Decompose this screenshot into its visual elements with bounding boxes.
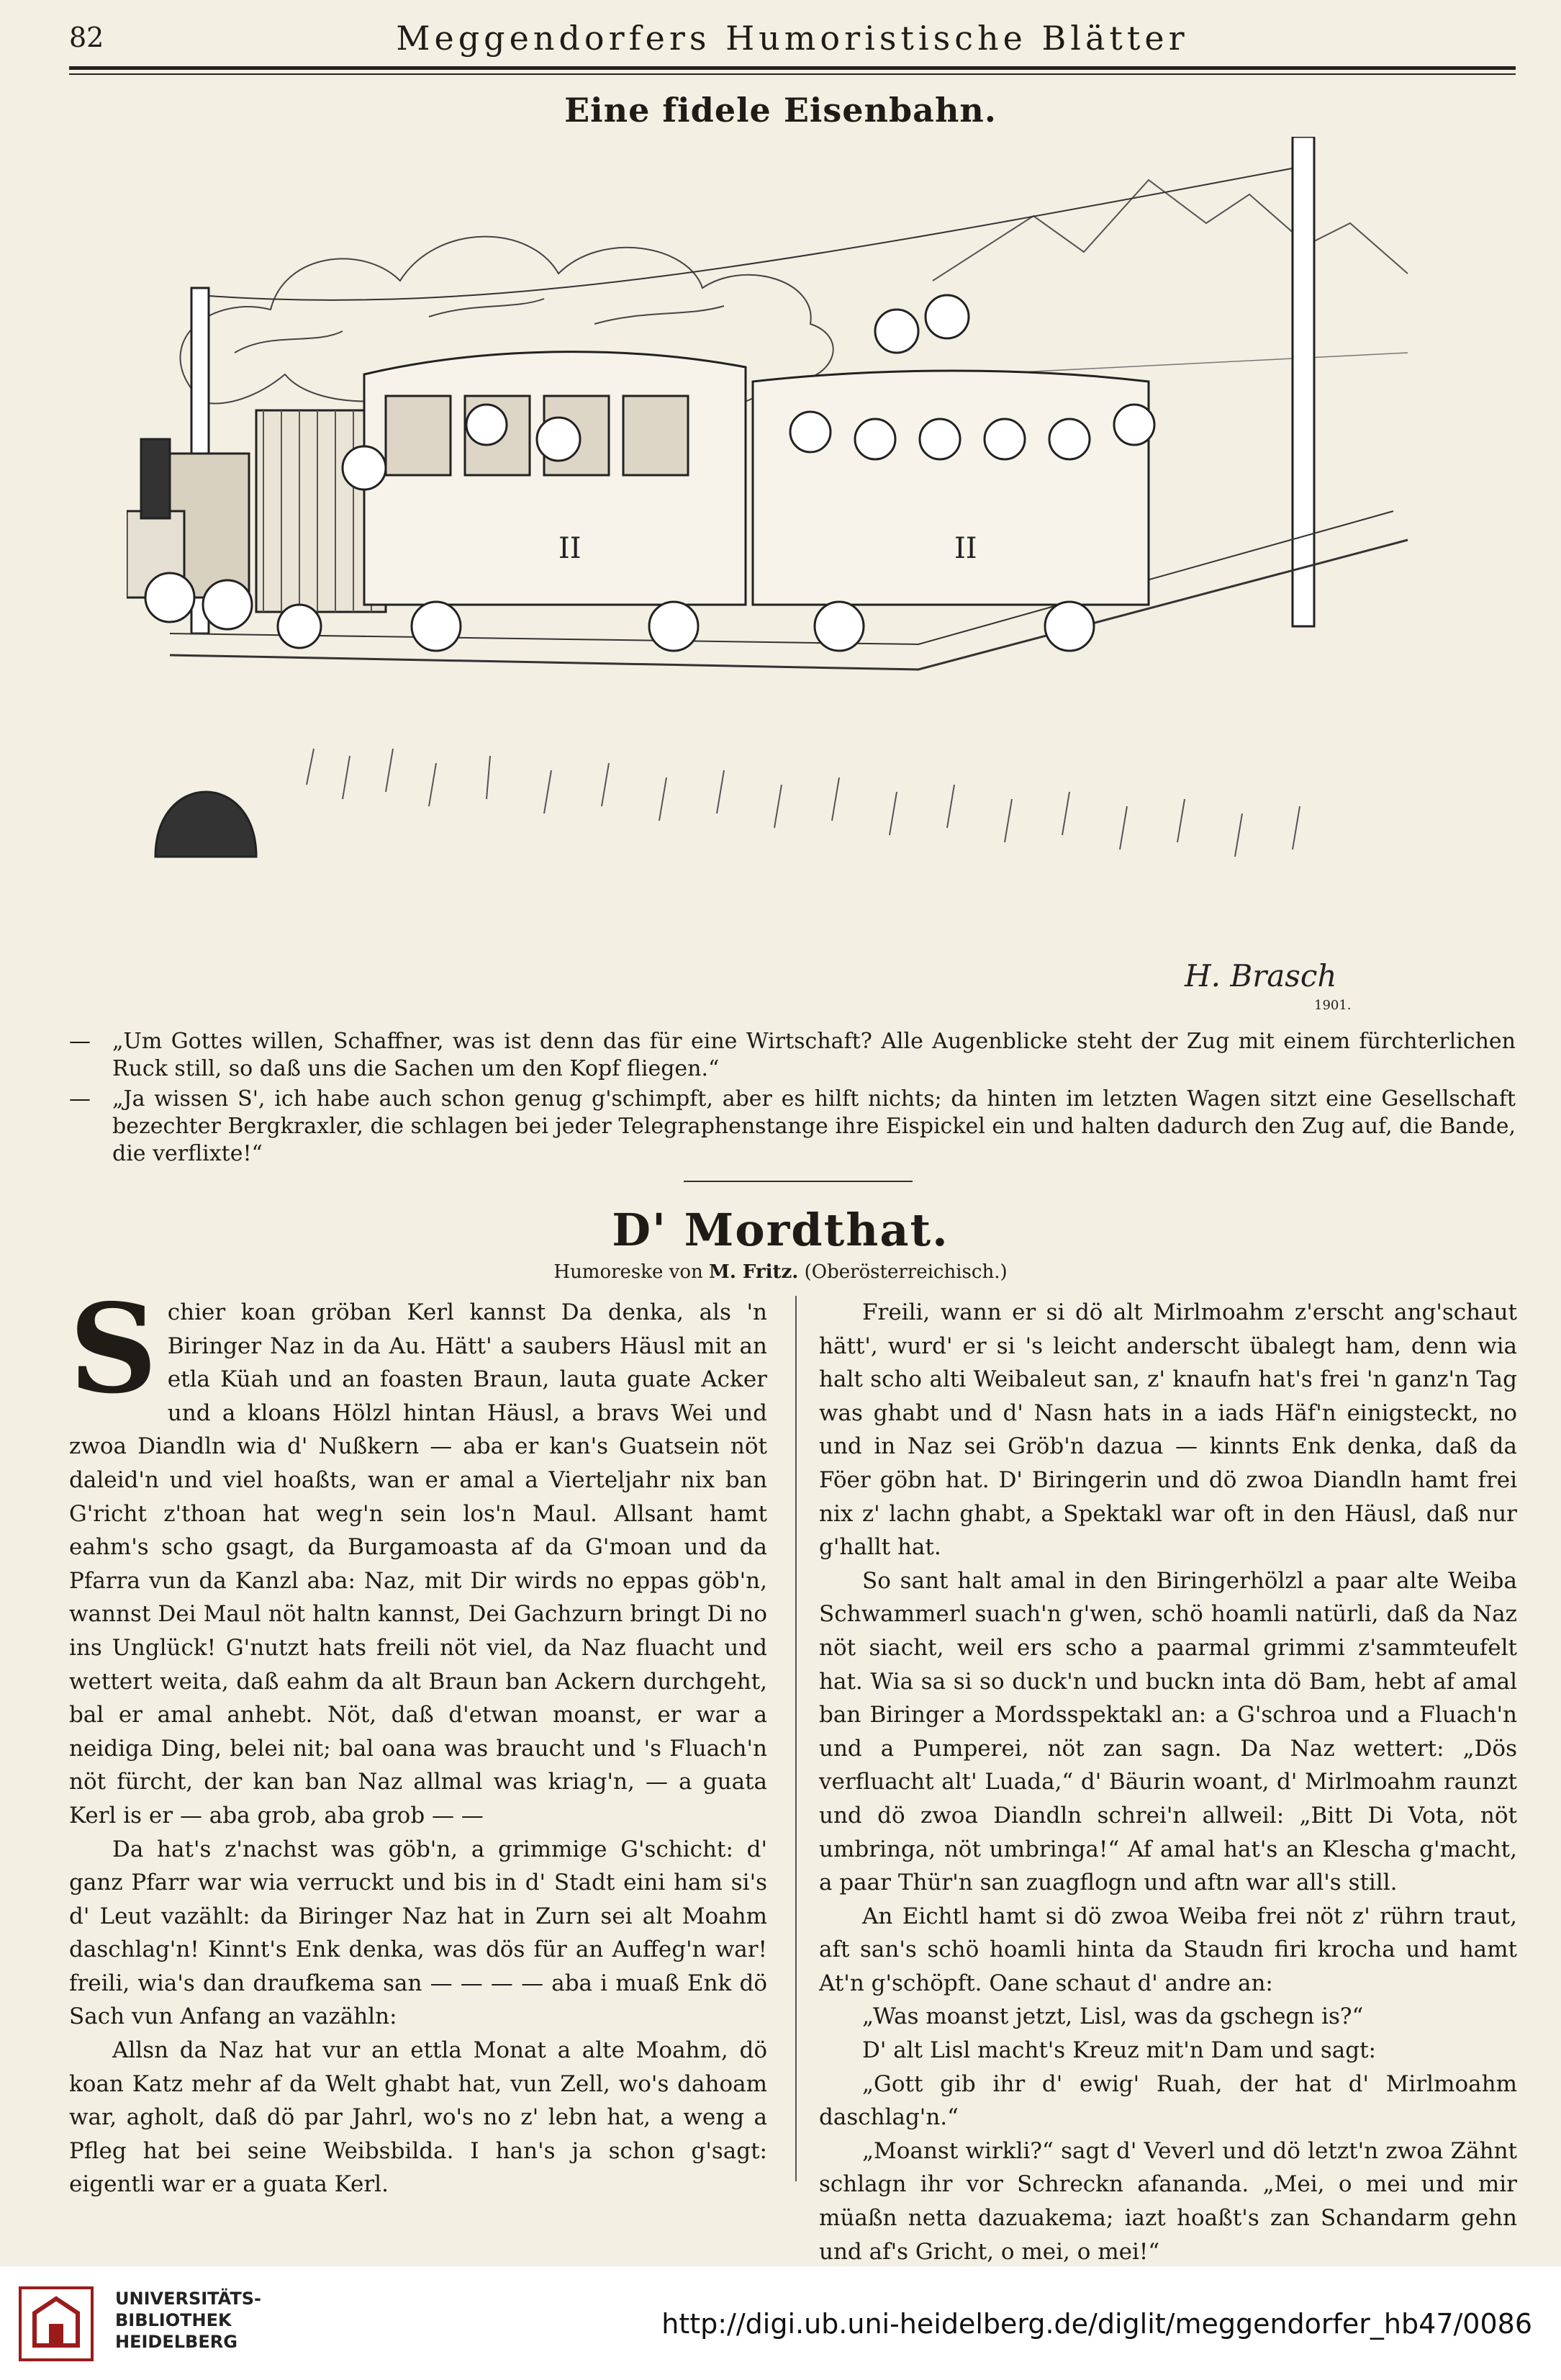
cartoon-title: Eine fidele Eisenbahn. xyxy=(564,91,997,130)
car-number-2: II xyxy=(954,532,977,565)
header-rule-thick xyxy=(69,66,1516,70)
caption-text: „Ja wissen S', ich habe auch schon genug g'schimpft, aber es hilft nichts; da hinten im letzten Wagen sitzt eine Gesellschaft bezechter Bergkraxler, die schlagen bei jeder Telegraphenstange ihre Eispickel ein und halten dadurch den Zug auf, die Bande, die verflixte!“ xyxy=(112,1086,1516,1166)
passenger-car-1 xyxy=(364,352,746,651)
page-number: 82 xyxy=(69,22,104,53)
column-divider xyxy=(795,1296,797,2181)
library-name: UNIVERSITÄTS- BIBLIOTHEK HEIDELBERG xyxy=(115,2289,262,2352)
digitization-url-link[interactable]: http://digi.ub.uni-heidelberg.de/diglit/meggendorfer_hb47/0086 xyxy=(661,2308,1532,2340)
train-cartoon-illustration xyxy=(127,137,1422,1015)
journal-title: Meggendorfers Humoristische Blätter xyxy=(396,19,1189,58)
story-paragraph: Allsn da Naz hat vur an ettla Monat a alte Moahm, dö koan Katz mehr af da Welt ghabt hat, vun Zell, wo's dahoam war, agholt, daß dö par Jahrl, wo's no z' lebn hat, a weng a Pfleg hat bei seine Weibsbilda. I han's ja schon g'sagt: eigentli war er a guata Kerl. xyxy=(69,2037,767,2198)
cartoon-caption-2 xyxy=(69,1086,1516,1168)
story-paragraph: Freili, wann er si dö alt Mirlmoahm z'erscht ang'schaut hätt', wurd' er si 's leicht anderscht übalegt ham, denn wia halt scho alti Weibaleut san, z' knaufn hat's frei 'n ganz'n Tag was ghabt und d' Nasn hats in a iads Häf'n einigsteckt, no und in Naz sei Gröb'n dazua — kinnts Enk denka, daß da Föer göbn hat. D' Biringerin und dö zwoa Diandln hamt frei nix z' lachn ghabt, a Spektakl war oft in den Häusl, daß nur g'hallt hat. xyxy=(819,1299,1517,1561)
story-title: D' Mordthat. xyxy=(612,1204,949,1256)
story-paragraph: An Eichtl hamt si dö zwoa Weiba frei nöt z' rührn traut, aft san's schö hoamli hinta da Staudn firi krocha und hamt At'n g'schöpft. Oane schaut d' andre an: xyxy=(819,1903,1517,1996)
caption-dash: — xyxy=(69,1029,91,1054)
car-number-1: II xyxy=(558,532,582,565)
artist-signature-year: 1901. xyxy=(1314,998,1352,1013)
telegraph-pole-right xyxy=(1293,137,1314,626)
header-rule-thin xyxy=(69,73,1516,75)
story-paragraph: „Gott gib ihr d' ewig' Ruah, der hat d' Mirlmoahm daschlag'n.“ xyxy=(819,2070,1517,2131)
byline-author: M. Fritz. xyxy=(709,1261,799,1283)
caption-text: „Um Gottes willen, Schaffner, was ist denn das für eine Wirtschaft? Alle Augenblicke steht der Zug mit einem fürchterlichen Ruck still, so daß uns die Sachen um den Kopf fliegen.“ xyxy=(112,1029,1516,1081)
page-header xyxy=(69,13,1516,63)
grass-field xyxy=(307,749,1300,857)
story-paragraph: So sant halt amal in den Biringerhölzl a paar alte Weiba Schwammerl suach'n g'wen, schö hoamli natürli, daß da Naz nöt siacht, weil ers scho a paarmal grimmi z'sammteufelt hat. Wia sa si so duck'n und buckn inta dö Bam, hebt af amal ban Biringer a Mordsspektakl an: a G'schroa und a Fluach'n und a Pumperei, nöt zan sagn. Da Naz wettert: „Dös verfluacht alt' Luada,“ d' Bäurin woant, d' Mirlmoahm raunzt und dö zwoa Diandln schrei'n allweil: „Bitt Di Vota, nöt umbringa, nöt umbringa!“ Af amal hat's an Klescha g'macht, a paar Thür'n san zuagflogn und aftn war all's still. xyxy=(819,1567,1517,1896)
story-paragraph xyxy=(69,1277,767,1833)
caption-dash: — xyxy=(69,1086,91,1112)
mountain-range xyxy=(933,180,1408,281)
section-separator xyxy=(684,1181,913,1182)
cartoon-caption-1 xyxy=(69,1028,1516,1083)
artist-signature: H. Brasch xyxy=(1185,958,1337,993)
university-library-logo-icon xyxy=(13,2281,99,2367)
story-paragraph: „Was moanst jetzt, Lisl, was da gschegn is?“ xyxy=(862,2003,1364,2030)
story-paragraph: Da hat's z'nachst was göb'n, a grimmige G'schicht: d' ganz Pfarr war wia verruckt und bis in d' Stadt eini ham si's d' Leut vazählt: da Biringer Naz hat in Zurn sei alt Moahm daschlag'n! Kinnt's Enk denka, was dös für an Auffeg'n war! freili, wia's dan draufkema san — — — — aba i muaß Enk dö Sach vun Anfang an vazähln: xyxy=(69,1836,767,2030)
horizon-line xyxy=(976,353,1408,374)
tunnel-entrance xyxy=(155,792,256,857)
story-paragraph: D' alt Lisl macht's Kreuz mit'n Dam und sagt: xyxy=(862,2037,1376,2064)
locomotive xyxy=(127,439,252,629)
drop-cap: S xyxy=(69,1277,158,1421)
story-column-left xyxy=(69,1277,767,2201)
telegraph-wire xyxy=(199,166,1307,300)
byline-region: (Oberösterreichisch.) xyxy=(804,1261,1008,1283)
story-paragraph: „Moanst wirkli?“ sagt d' Veverl und dö letzt'n zwoa Zähnt schlagn ihr vor Schreckn afananda. „Mei, o mei und mir müaßn netta dazuakema; iazt hoaßt's zan Schandarm gehn und af's Gricht, o mei, o mei!“ xyxy=(819,2137,1517,2265)
paragraph-text: chier koan gröban Kerl kannst Da denka, als 'n Biringer Naz in da Au. Hätt' a saubers Häusl mit an etla Küah und an foasten Braun, lauta guate Acker und a kloans Hölzl hintan Häusl, a bravs Wei und zwoa Diandln wia d' Nußkern — aba er kan's Guatsein nöt daleid'n und viel hoaßts, wan er amal a Vierteljahr nix ban G'richt z'thoan hat weg'n sein los'n Maul. Allsant hamt eahm's scho gsagt, da Burgamoasta af da G'moan und da Pfarra vun da Kanzl aba: Naz, mit Dir wirds no eppas göb'n, wannst Dei Maul nöt haltn kannst, Dei Gachzurn bringt Di no ins Unglück! G'nutzt hats freili nöt viel, da Naz fluacht und wettert weita, daß eahm da alt Braun ban Ackern durchgeht, bal er amal anhebt. Nöt, daß d'etwan moanst, er war a neidiga Ding, belei nit; bal oana was braucht und 's Fluach'n nöt fürcht, der kan ban Naz allmal was kriag'n, — a guata Kerl is er — aba grob, aba grob — — xyxy=(69,1299,767,1829)
byline-prefix: Humoreske von xyxy=(553,1261,703,1283)
digitization-footer xyxy=(0,2266,1561,2380)
story-byline xyxy=(0,1261,1561,1283)
story-column-right xyxy=(819,1296,1517,2268)
